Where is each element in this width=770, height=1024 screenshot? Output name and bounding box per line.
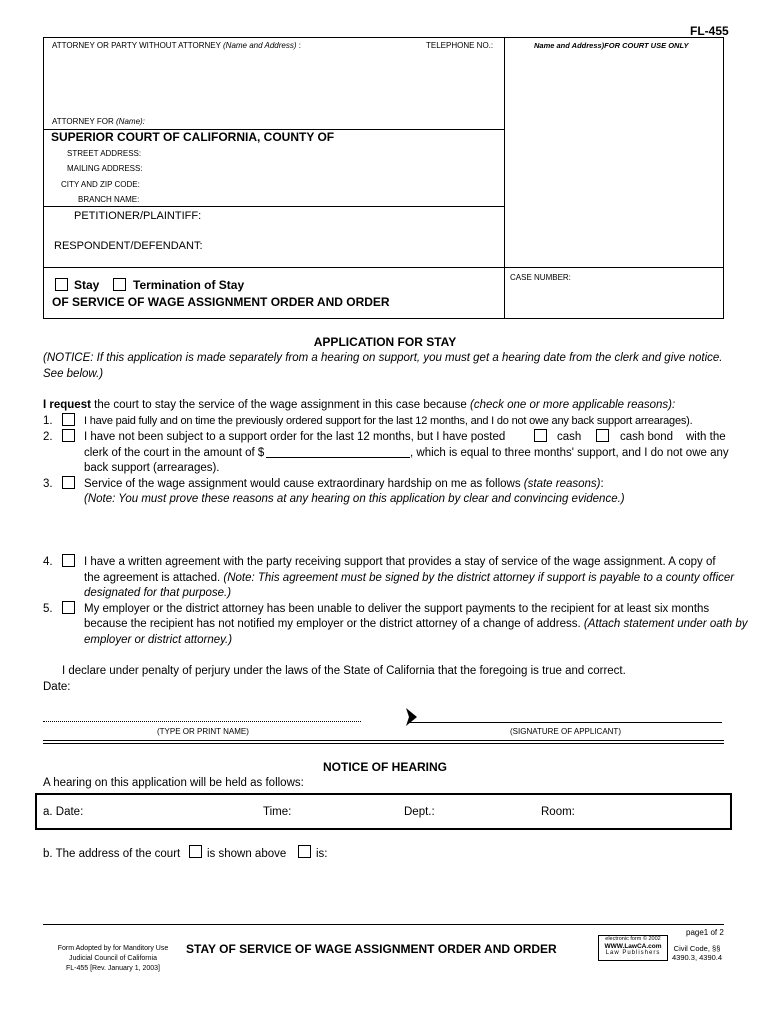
item4-checkbox[interactable] — [62, 554, 75, 567]
cash-bond-label: cash bond — [620, 431, 674, 443]
amount-line[interactable] — [266, 457, 410, 458]
street-label: STREET ADDRESS: — [67, 149, 142, 158]
mailing-label: MAILING ADDRESS: — [67, 164, 143, 173]
type-name-line[interactable] — [43, 721, 361, 722]
item5-text-a: My employer or the district attorney has been unable to deliver the support payments to the recipient for at least six months — [84, 603, 710, 615]
item1-text: I have paid fully and on time the previously ordered support for the last 12 months, and I do not owe any back support arrearages). — [84, 415, 693, 427]
hearing-title: NOTICE OF HEARING — [322, 760, 447, 774]
hearing-time-label[interactable]: Time: — [263, 806, 292, 818]
city-label: CITY AND ZIP CODE: — [61, 180, 140, 189]
item3-checkbox[interactable] — [62, 476, 75, 489]
item3-note: (Note: You must prove these reasons at any hearing on this application by clear and convincing evidence.) — [84, 493, 625, 505]
hearing-date-label[interactable]: a. Date: — [43, 806, 84, 818]
address-is-checkbox[interactable] — [298, 845, 311, 858]
caption-line-3 — [43, 267, 724, 268]
signature-line[interactable] — [410, 722, 722, 723]
hearing-box — [35, 793, 732, 830]
item2-text-a: I have not been subject to a support order for the last 12 months, but I have posted — [84, 431, 506, 443]
item4-note-c: designated for that purpose.) — [84, 587, 232, 599]
stay-label: Stay — [74, 278, 100, 292]
notice-text: (NOTICE: If this application is made separately from a hearing on support, you must get a hearing date from the clerk and give notice. See below.) — [43, 352, 723, 380]
item2-text-d: back support (arrearages). — [84, 462, 220, 474]
cash-checkbox[interactable] — [534, 429, 547, 442]
address-label: b. The address of the court — [43, 848, 181, 860]
publisher-stamp-text: electronic form © 2002 WWW.LawCA.com Law Publishers — [604, 936, 662, 956]
page-number: page1 of 2 — [686, 928, 724, 937]
footer-line — [43, 924, 724, 925]
application-title: APPLICATION FOR STAY — [313, 335, 457, 349]
form-code: FL-455 — [690, 24, 729, 38]
caption-divider — [504, 37, 505, 319]
section-divider-2 — [43, 743, 724, 744]
shown-above-checkbox[interactable] — [189, 845, 202, 858]
item1-checkbox[interactable] — [62, 413, 75, 426]
respondent-label: RESPONDENT/DEFENDANT: — [54, 240, 203, 252]
termination-checkbox[interactable] — [113, 278, 126, 291]
court-title: SUPERIOR COURT OF CALIFORNIA, COUNTY OF — [51, 130, 335, 144]
petitioner-label: PETITIONER/PLAINTIFF: — [74, 210, 202, 222]
hearing-dept-label[interactable]: Dept.: — [404, 806, 435, 818]
cash-bond-checkbox[interactable] — [596, 429, 609, 442]
item3-text: Service of the wage assignment would cause extraordinary hardship on me as follows (state reasons): — [84, 478, 604, 490]
item2-number: 2. — [43, 431, 53, 443]
civil-code: Civil Code, §§ 4390.3, 4390.4 — [672, 944, 723, 962]
attorney-for-label: ATTORNEY FOR (Name): — [52, 117, 145, 126]
attorney-label: ATTORNEY OR PARTY WITHOUT ATTORNEY (Name and Address) : — [52, 41, 301, 50]
form-title-line: OF SERVICE OF WAGE ASSIGNMENT ORDER AND ORDER — [52, 295, 390, 309]
type-name-label: (TYPE OR PRINT NAME) — [157, 727, 249, 736]
item3-number: 3. — [43, 478, 53, 490]
item5-text-b: because the recipient has not notified my employer or the district attorney of a change of address. (Attach statement under oath by — [84, 618, 748, 630]
court-use-label: Name and Address)FOR COURT USE ONLY — [534, 41, 689, 50]
item4-text-a: I have a written agreement with the party receiving support that provides a stay of service of the wage assignment. A copy of — [84, 556, 716, 568]
cash-label: cash — [557, 431, 582, 443]
termination-label: Termination of Stay — [133, 278, 245, 292]
item4-number: 4. — [43, 556, 53, 568]
telephone-label: TELEPHONE NO.: — [426, 41, 494, 50]
signature-arrow-icon — [404, 707, 418, 727]
adoption-block: Form Adopted by for Manditory Use Judicial Council of California FL-455 [Rev. January 1, 2003] — [57, 945, 169, 972]
hearing-room-label[interactable]: Room: — [541, 806, 575, 818]
item4-text-b: the agreement is attached. (Note: This agreement must be signed by the district attorney if support is payable to a county officer — [84, 572, 735, 584]
with-the-label: with the — [686, 431, 726, 443]
request-line: I request the court to stay the service of the wage assignment in this case because (check one or more applicable reasons): — [43, 399, 676, 411]
address-is-label: is: — [316, 848, 328, 860]
section-divider-1 — [43, 740, 724, 741]
item5-checkbox[interactable] — [62, 601, 75, 614]
branch-label: BRANCH NAME: — [78, 195, 140, 204]
signature-label: (SIGNATURE OF APPLICANT) — [510, 727, 621, 736]
item5-number: 5. — [43, 603, 53, 615]
hearing-intro: A hearing on this application will be held as follows: — [43, 777, 304, 789]
item1-number: 1. — [43, 415, 53, 427]
caption-box — [43, 37, 724, 319]
stay-checkbox[interactable] — [55, 278, 68, 291]
item2-text-c: , which is equal to three months' support, and I do not owe any — [410, 447, 729, 459]
shown-above-label: is shown above — [207, 848, 287, 860]
item2-text-b: clerk of the court in the amount of $ — [84, 447, 265, 459]
item5-note-c: employer or district attorney.) — [84, 634, 233, 646]
date-label: Date: — [43, 681, 71, 693]
caption-line-2 — [43, 206, 505, 207]
case-number-label: CASE NUMBER: — [510, 273, 571, 282]
item2-checkbox[interactable] — [62, 429, 75, 442]
footer-title: STAY OF SERVICE OF WAGE ASSIGNMENT ORDER AND ORDER — [186, 942, 557, 956]
declaration-text: I declare under penalty of perjury under the laws of the State of California that the foregoing is true and correct. — [62, 665, 626, 677]
